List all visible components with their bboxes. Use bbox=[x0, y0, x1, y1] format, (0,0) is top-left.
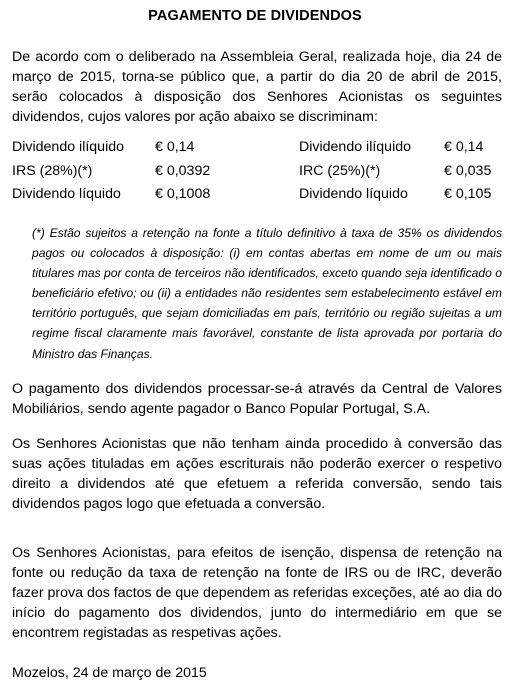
table-cell-label: Dividendo líquido bbox=[12, 186, 121, 202]
exemption-paragraph: Os Senhores Acionistas, para efeitos de isenção, dispensa de retenção na fonte ou redução da taxa de retenção na fonte de IRS ou de IRC, deverão fazer prova dos factos de que dependem as referidas exceções, até ao dia do início do pagamento dos dividendos, junto do intermediário em que se encontrem registadas as respetivas ações. bbox=[12, 545, 502, 641]
table-row bbox=[12, 163, 502, 187]
table-cell-label: IRC (25%)(*) bbox=[299, 162, 381, 179]
table-cell-value: € 0,14 bbox=[444, 139, 484, 155]
table-cell-label: IRS (28%)(*) bbox=[12, 162, 93, 179]
table-cell-label: Dividendo líquido bbox=[299, 186, 408, 202]
place-and-date: Mozelos, 24 de março de 2015 bbox=[12, 665, 207, 681]
table-cell-value: € 0,14 bbox=[155, 139, 195, 155]
document-title: PAGAMENTO DE DIVIDENDOS bbox=[148, 8, 362, 24]
payment-paragraph: O pagamento dos dividendos processar-se-á através da Central de Valores Mobiliários, sendo agente pagador o Banco Popular Portugal, S.A. bbox=[12, 381, 502, 417]
dividend-table bbox=[12, 139, 502, 210]
tax-footnote: (*) Estão sujeitos a retenção na fonte a título definitivo à taxa de 35% os dividendos pagos ou colocados à disposição: (i) em contas abertas em nome de um ou mais titulares mas por conta de terceiros não identificados, exceto quando seja identificado o beneficiário efetivo; ou (ii) a entidades não residentes sem estabelecimento estável em território português, que sejam domiciliadas em país, território ou região sujeitas a um regime fiscal claramente mais favorável, constante de lista aprovada por portaria do Ministro das Finanças. bbox=[32, 226, 502, 361]
table-cell-label: Dividendo ilíquido bbox=[12, 139, 124, 155]
intro-paragraph: De acordo com o deliberado na Assembleia Geral, realizada hoje, dia 24 de março de 2015, torna-se público que, a partir do dia 20 de abril de 2015, serão colocados à disposição dos Senhores Acionistas os seguintes dividendos, cujos valores por ação abaixo se discriminam: bbox=[12, 49, 502, 125]
table-cell-label: Dividendo ilíquido bbox=[299, 139, 411, 155]
table-cell-value: € 0,035 bbox=[444, 162, 492, 179]
table-row bbox=[12, 139, 502, 163]
table-cell-value: € 0,0392 bbox=[155, 162, 211, 179]
table-row bbox=[12, 186, 502, 210]
table-cell-value: € 0,105 bbox=[444, 186, 492, 202]
conversion-paragraph: Os Senhores Acionistas que não tenham ainda procedido à conversão das suas ações tituladas em ações escriturais não poderão exercer o respetivo direito a dividendos até que efetuem a referida conversão, sendo tais dividendos pagos logo que efetuada a conversão. bbox=[12, 436, 502, 512]
table-cell-value: € 0,1008 bbox=[155, 186, 211, 202]
